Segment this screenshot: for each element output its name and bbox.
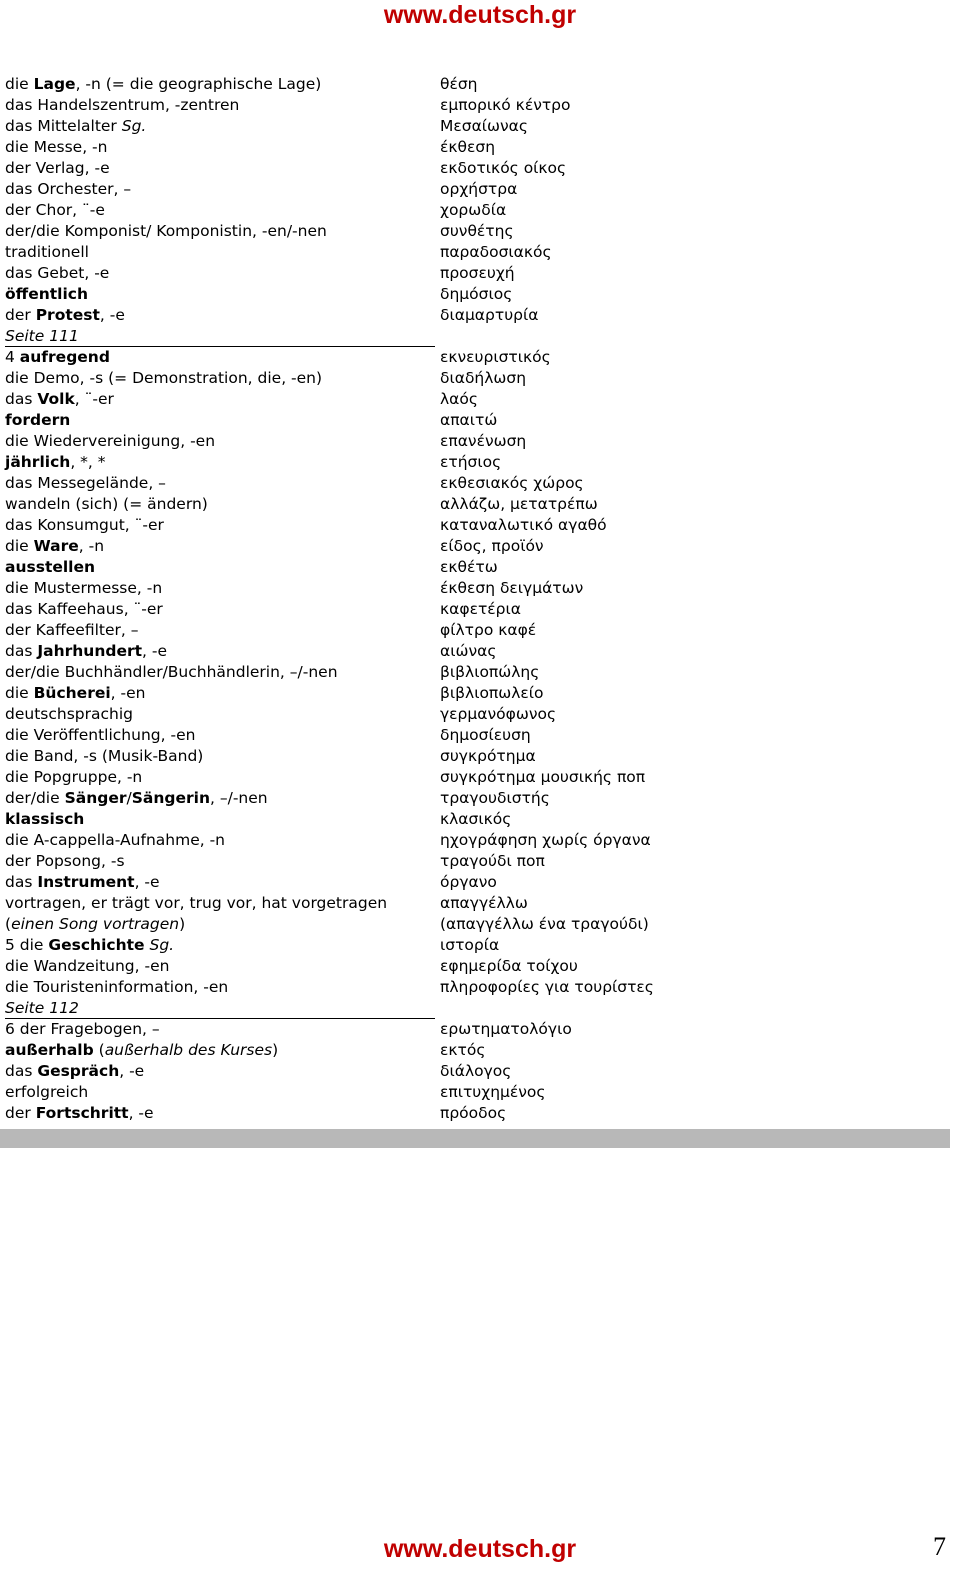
vocab-row [5,242,955,263]
german-term [5,410,435,431]
term-segment: das [5,390,38,408]
term-segment: die Messe, -n [5,138,108,156]
term-segment: ( [5,915,12,933]
vocab-row [5,515,955,536]
greek-translation: εκδοτικός οίκος [440,159,567,177]
term-segment: , -e [142,642,167,660]
term-segment: , –/-nen [210,789,268,807]
term-segment: , -e [128,1104,154,1122]
german-term [5,389,435,410]
german-term [5,452,435,473]
greek-translation: εκθεσιακός χώρος [440,474,584,492]
term-segment: die [5,684,34,702]
greek-translation: (απαγγέλλω ένα τραγούδι) [440,915,649,933]
term-segment: der/die [5,789,65,807]
site-footer-link[interactable]: www.deutsch.gr [383,1535,577,1563]
term-segment: Sänger [64,789,127,807]
german-term [5,956,435,977]
vocab-row [5,1061,955,1082]
term-segment: das Konsumgut, ¨-er [5,516,164,534]
greek-translation: διαδήλωση [440,369,527,387]
german-term [5,1040,435,1061]
german-term [5,95,435,116]
greek-translation: είδος, προϊόν [440,537,544,555]
vocab-row [5,935,955,956]
term-segment: das [5,873,38,891]
german-term [5,557,435,578]
term-segment: die Popgruppe, -n [5,768,143,786]
greek-translation: εκνευριστικός [440,348,551,366]
german-term [5,431,435,452]
term-segment: / [126,789,132,807]
greek-translation: αιώνας [440,642,497,660]
vocab-row [5,158,955,179]
term-segment: Volk [37,390,75,408]
greek-translation: γερμανόφωνος [440,705,557,723]
german-term [5,830,435,851]
vocab-row [5,662,955,683]
vocab-row [5,557,955,578]
term-segment: 6 der Fragebogen, – [5,1020,160,1038]
greek-translation: ερωτηματολόγιο [440,1020,572,1038]
vocab-row [5,1040,955,1061]
term-segment: der/die Buchhändler/Buchhändlerin, –/-nen [5,663,338,681]
term-segment: Geschichte [48,936,145,954]
vocab-row [5,1103,955,1124]
term-segment: jährlich [5,453,71,471]
german-term [5,683,435,704]
greek-translation: κλασικός [440,810,512,828]
vocab-row [5,284,955,305]
term-segment: die Wandzeitung, -en [5,957,170,975]
vocab-row [5,452,955,473]
term-segment: der [5,306,36,324]
term-segment: Sg. [149,936,175,954]
greek-translation: συγκρότημα μουσικής ποπ [440,768,646,786]
vocab-row [5,725,955,746]
term-segment: , ¨-er [74,390,114,408]
page-number: 7 [933,1532,946,1561]
greek-translation: έκθεση [440,138,496,156]
term-segment: ) [272,1041,279,1059]
term-segment: der Chor, ¨-e [5,201,105,219]
vocab-row [5,977,955,998]
page-section-heading [5,998,955,1019]
greek-translation: επιτυχημένος [440,1083,546,1101]
vocab-row [5,116,955,137]
term-segment: Gespräch [37,1062,120,1080]
vocab-row [5,179,955,200]
term-segment: das Mittelalter [5,117,122,135]
vocab-row [5,851,955,872]
vocab-row [5,599,955,620]
german-term [5,1103,435,1124]
vocab-row [5,473,955,494]
german-term [5,725,435,746]
term-segment: das Handelszentrum, -zentren [5,96,240,114]
greek-translation: διάλογος [440,1062,512,1080]
term-segment: aufregend [19,348,110,366]
german-term [5,893,435,914]
term-segment: das [5,642,38,660]
vocab-row [5,305,955,326]
term-segment: der Kaffeefilter, – [5,621,139,639]
term-segment: außerhalb [5,1041,94,1059]
vocab-row [5,683,955,704]
german-term [5,158,435,179]
term-segment: das Orchester, – [5,180,132,198]
german-term [5,473,435,494]
greek-translation: εμπορικό κέντρο [440,96,571,114]
greek-translation: βιβλιοπωλείο [440,684,544,702]
term-segment: , -n (= die geographische Lage) [75,75,322,93]
german-term [5,851,435,872]
term-segment: , -e [99,306,125,324]
term-segment: Ware [33,537,79,555]
german-term [5,935,435,956]
german-term [5,914,435,935]
vocab-row [5,494,955,515]
vocab-row [5,620,955,641]
greek-translation: προσευχή [440,264,515,282]
greek-translation: βιβλιοπώλης [440,663,540,681]
german-term [5,1061,435,1082]
vocab-row [5,578,955,599]
greek-translation: εφημερίδα τοίχου [440,957,578,975]
german-term [5,578,435,599]
term-segment: das Kaffeehaus, ¨-er [5,600,163,618]
term-segment: die [5,537,34,555]
term-segment: die Mustermesse, -n [5,579,163,597]
vocab-row [5,95,955,116]
german-term [5,347,435,368]
term-segment: Sängerin [131,789,210,807]
german-term [5,116,435,137]
term-segment: Instrument [37,873,135,891]
greek-translation: Μεσαίωνας [440,117,528,135]
greek-translation: τραγουδιστής [440,789,550,807]
german-term [5,263,435,284]
german-term [5,641,435,662]
vocab-row [5,1019,955,1040]
greek-translation: δημοσίευση [440,726,531,744]
term-segment: , -e [134,873,160,891]
vocab-row [5,830,955,851]
term-segment: der/die Komponist/ Komponistin, -en/-nen [5,222,327,240]
greek-translation: ιστορία [440,936,500,954]
term-segment: fordern [5,411,71,429]
greek-translation: δημόσιος [440,285,513,303]
greek-translation: διαμαρτυρία [440,306,539,324]
term-segment: Jahrhundert [37,642,143,660]
term-segment: deutschsprachig [5,705,133,723]
german-term [5,1082,435,1103]
vocab-row [5,746,955,767]
term-segment: das Gebet, -e [5,264,110,282]
greek-translation: θέση [440,75,478,93]
site-header-link[interactable]: www.deutsch.gr [383,1,577,29]
term-segment: , -en [110,684,146,702]
term-segment: außerhalb des Kurses [104,1041,273,1059]
term-segment: Protest [35,306,100,324]
vocab-row [5,1082,955,1103]
german-term [5,536,435,557]
vocab-row [5,809,955,830]
german-term [5,599,435,620]
greek-translation: ετήσιος [440,453,502,471]
greek-translation: ορχήστρα [440,180,518,198]
vocab-row [5,263,955,284]
term-segment: 4 [5,348,20,366]
term-segment: , -n [78,537,105,555]
greek-translation: απαιτώ [440,411,498,429]
term-segment: die [5,75,34,93]
vocabulary-list [5,74,955,1124]
greek-translation: τραγούδι ποπ [440,852,545,870]
greek-translation: έκθεση δειγμάτων [440,579,584,597]
vocab-row [5,410,955,431]
term-segment: die Touristeninformation, -en [5,978,229,996]
term-segment: die Band, -s (Musik-Band) [5,747,204,765]
section-label [5,326,435,347]
term-segment: das Messegelände, – [5,474,166,492]
term-segment: ausstellen [5,558,96,576]
greek-translation: φίλτρο καφέ [440,621,537,639]
term-segment: der Popsong, -s [5,852,125,870]
vocab-row [5,914,955,935]
german-term [5,179,435,200]
term-segment: , *, * [70,453,106,471]
german-term [5,872,435,893]
term-segment: ) [179,915,186,933]
german-term [5,788,435,809]
german-term [5,704,435,725]
vocab-row [5,221,955,242]
vocab-row [5,137,955,158]
german-term [5,305,435,326]
term-segment: Seite 111 [5,327,79,345]
vocab-row [5,788,955,809]
greek-translation: εκτός [440,1041,486,1059]
greek-translation: ηχογράφηση χωρίς όργανα [440,831,651,849]
german-term [5,200,435,221]
vocab-row [5,536,955,557]
page-section-heading [5,326,955,347]
term-segment: der [5,1104,36,1122]
greek-translation: συνθέτης [440,222,514,240]
german-term [5,242,435,263]
greek-translation: εκθέτω [440,558,498,576]
greek-translation: λαός [440,390,478,408]
separator-bar [0,1129,950,1148]
german-term [5,1019,435,1040]
term-segment: das [5,1062,38,1080]
greek-translation: επανένωση [440,432,527,450]
german-term [5,74,435,95]
greek-translation: συγκρότημα [440,747,536,765]
vocab-row [5,431,955,452]
term-segment: vortragen, er trägt vor, trug vor, hat vorgetragen [5,894,388,912]
term-segment: klassisch [5,810,85,828]
term-segment: der Verlag, -e [5,159,110,177]
german-term [5,977,435,998]
vocab-row [5,368,955,389]
term-segment: , -e [119,1062,145,1080]
german-term [5,368,435,389]
term-segment: 5 die [5,936,49,954]
german-term [5,746,435,767]
german-term [5,620,435,641]
german-term [5,284,435,305]
greek-translation: παραδοσιακός [440,243,552,261]
greek-translation: πληροφορίες για τουρίστες [440,978,654,996]
vocab-row [5,389,955,410]
german-term [5,662,435,683]
greek-translation: καφετέρια [440,600,521,618]
term-segment: traditionell [5,243,89,261]
term-segment: erfolgreich [5,1083,89,1101]
vocab-row [5,893,955,914]
vocab-row [5,641,955,662]
greek-translation: καταναλωτικό αγαθό [440,516,607,534]
term-segment: die Wiedervereinigung, -en [5,432,216,450]
term-segment: die Demo, -s (= Demonstration, die, -en) [5,369,323,387]
german-term [5,137,435,158]
term-segment: wandeln (sich) (= ändern) [5,495,208,513]
section-label [5,998,435,1019]
term-segment: die Veröffentlichung, -en [5,726,196,744]
term-segment: Fortschritt [35,1104,129,1122]
term-segment: einen Song vortragen [11,915,180,933]
term-segment: Sg. [121,117,147,135]
term-segment: die A-cappella-Aufnahme, -n [5,831,225,849]
term-segment: Lage [33,75,76,93]
vocab-row [5,200,955,221]
german-term [5,494,435,515]
german-term [5,515,435,536]
greek-translation: όργανο [440,873,497,891]
german-term [5,767,435,788]
german-term [5,221,435,242]
vocab-row [5,872,955,893]
greek-translation: απαγγέλλω [440,894,528,912]
vocab-row [5,74,955,95]
term-segment: Bücherei [33,684,111,702]
greek-translation: χορωδία [440,201,507,219]
vocab-row [5,767,955,788]
vocab-row [5,956,955,977]
term-segment: Seite 112 [5,999,79,1017]
term-segment: ( [93,1041,105,1059]
vocab-row [5,704,955,725]
vocab-row [5,347,955,368]
greek-translation: αλλάζω, μετατρέπω [440,495,598,513]
german-term [5,809,435,830]
term-segment: öffentlich [5,285,89,303]
greek-translation: πρόοδος [440,1104,507,1122]
